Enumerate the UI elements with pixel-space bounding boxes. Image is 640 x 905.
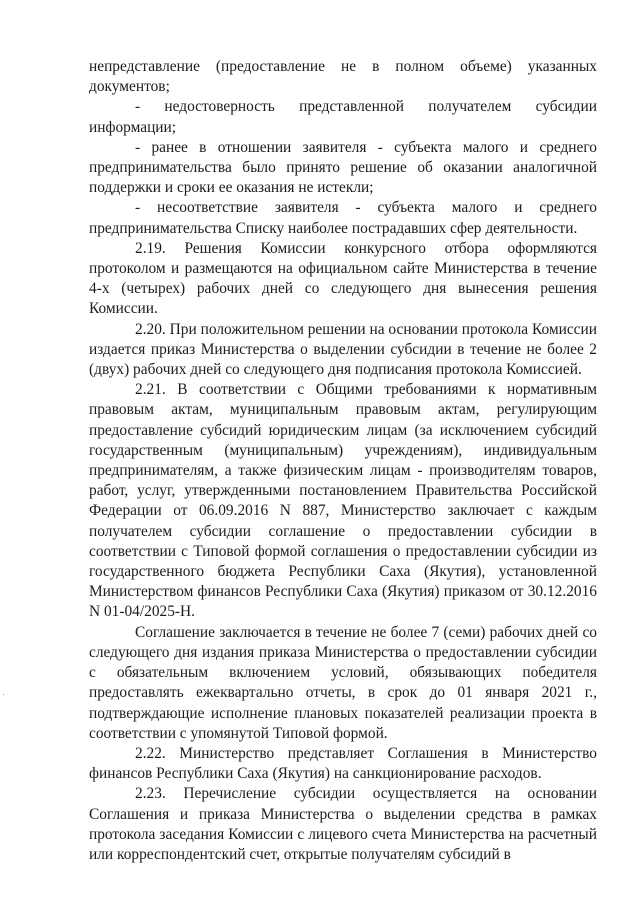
text-line: финансов Республики Саха (Якутия) на санкционирование расходов. xyxy=(89,765,542,783)
paragraph xyxy=(89,138,597,199)
paragraph xyxy=(89,380,597,622)
text-line: правовым актам, муниципальным правовым актам, регулирующим xyxy=(89,401,597,419)
text-line: государственного бюджета Республики Саха (Якутия), установленной xyxy=(89,563,597,581)
text-line: 2.21. В соответствии с Общими требованиями к нормативным xyxy=(135,381,597,399)
paragraph xyxy=(89,198,597,238)
text-line: (двух) рабочих дней со следующего дня подписания протокола Комиссией. xyxy=(89,361,582,379)
text-line: предпринимателям, а также физическим лицам - производителям товаров, xyxy=(89,462,597,480)
text-line: работ, услуг, утвержденными постановлением Правительства Российской xyxy=(89,482,597,500)
text-line: следующего дня издания приказа Министерства о предоставлении субсидии xyxy=(89,643,597,661)
text-line: 4-х (четырех) рабочих дней со следующего дня вынесения решения xyxy=(89,280,597,298)
text-line: соответствии с упомянутой Типовой формой. xyxy=(89,724,388,742)
text-line: - недостоверность представленной получателем субсидии xyxy=(135,98,597,116)
text-line: Соглашения и приказа Министерства о выделении средства в рамках xyxy=(89,805,597,823)
text-line: документов; xyxy=(89,78,170,96)
text-line: непредставление (предоставление не в полном объеме) указанных xyxy=(89,58,597,75)
text-line: поддержки и сроки ее оказания не истекли; xyxy=(89,179,374,197)
text-line: предпринимательства Списку наиболее пострадавших сфер деятельности. xyxy=(89,219,578,237)
text-line: N 01-04/2025-Н. xyxy=(89,603,196,621)
paragraph xyxy=(89,320,597,381)
text-line: Федерации от 06.09.2016 N 887, Министерство заключает с каждым xyxy=(89,502,597,520)
text-line: информации; xyxy=(89,118,177,136)
paragraph xyxy=(89,57,597,97)
document-body xyxy=(89,57,597,865)
text-line: - ранее в отношении заявителя - субъекта малого и среднего xyxy=(135,138,597,156)
text-line: государственным (муниципальным) учреждениям), индивидуальным xyxy=(89,441,597,459)
paragraph xyxy=(89,784,597,865)
text-line: Соглашение заключается в течение не более 7 (семи) рабочих дней со xyxy=(135,623,597,641)
text-line: 2.22. Министерство представляет Соглашения в Министерство xyxy=(135,744,597,762)
text-line: предоставлять ежеквартально отчеты, в срок до 01 января 2021 г., xyxy=(89,684,597,702)
text-line: подтверждающие исполнение плановых показателей реализации проекта в xyxy=(89,704,597,722)
text-line: получателем субсидии соглашение о предоставлении субсидии в xyxy=(89,522,597,540)
text-line: 2.19. Решения Комиссии конкурсного отбора оформляются xyxy=(135,239,597,257)
text-line: издается приказ Министерства о выделении субсидии в течение не более 2 xyxy=(89,340,597,358)
text-line: протоколом и размещаются на официальном сайте Министерства в течение xyxy=(89,260,597,278)
text-line: предоставление субсидий юридическим лицам (за исключением субсидий xyxy=(89,421,597,439)
paragraph xyxy=(89,239,597,320)
text-line: Комиссии. xyxy=(89,300,158,318)
paragraph xyxy=(89,744,597,784)
scan-speck xyxy=(3,694,4,695)
text-line: соответствии с Типовой формой соглашения о предоставлении субсидии из xyxy=(89,542,597,560)
text-line: - несоответствие заявителя - субъекта малого и среднего xyxy=(135,199,597,217)
text-line: протокола заседания Комиссии с лицевого счета Министерства на расчетный xyxy=(89,825,597,843)
text-line: предпринимательства было принято решение об оказании аналогичной xyxy=(89,159,597,177)
text-line: 2.23. Перечисление субсидии осуществляется на основании xyxy=(135,785,597,803)
text-line: с обязательным включением условий, обязывающих победителя xyxy=(89,664,597,682)
paragraph xyxy=(89,97,597,137)
text-line: Министерством финансов Республики Саха (Якутия) приказом от 30.12.2016 xyxy=(89,583,597,601)
text-line: 2.20. При положительном решении на основании протокола Комиссии xyxy=(135,320,597,338)
text-line: или корреспондентский счет, открытые получателям субсидий в xyxy=(89,845,511,863)
paragraph xyxy=(89,623,597,744)
